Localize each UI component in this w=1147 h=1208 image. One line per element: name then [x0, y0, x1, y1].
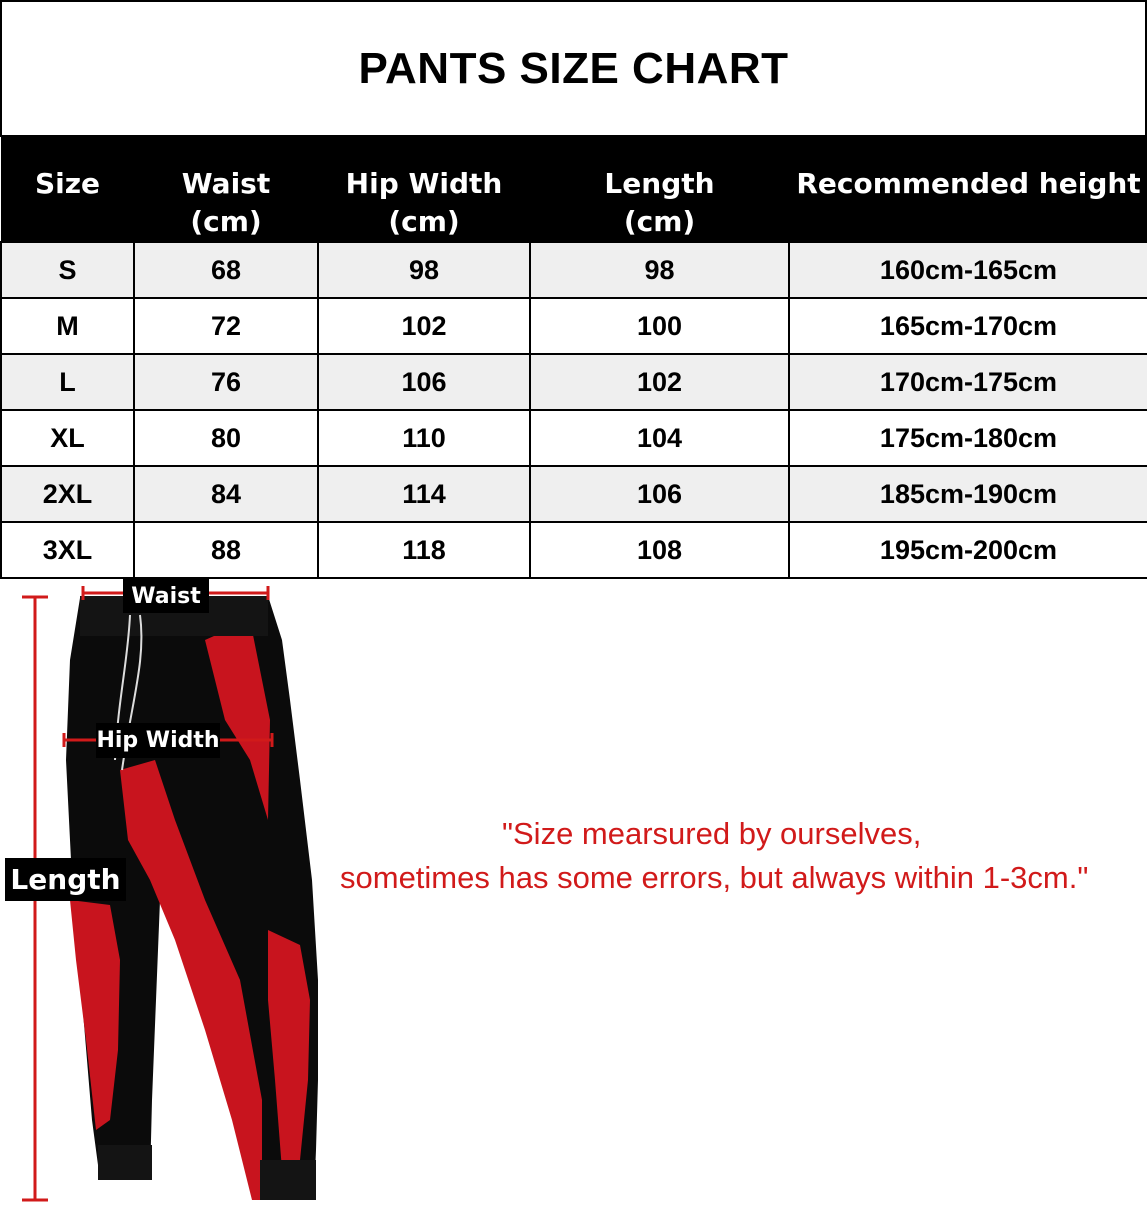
cell-recommended-height: 175cm-180cm: [789, 410, 1147, 466]
cell-size: 2XL: [1, 466, 134, 522]
title-banner: [0, 0, 1147, 137]
cell-waist: 68: [134, 242, 318, 298]
cell-hip-width: 98: [318, 242, 530, 298]
table-row: [1, 242, 1147, 298]
ankle-cuff-left: [98, 1145, 152, 1180]
pants-red-panel-side: [70, 900, 120, 1130]
cell-recommended-height: 170cm-175cm: [789, 354, 1147, 410]
measurement-note: [340, 812, 1100, 900]
table-row: [1, 298, 1147, 354]
cell-length: 102: [530, 354, 789, 410]
cell-waist: 88: [134, 522, 318, 578]
table-header: [1, 137, 1147, 242]
header-recommended-height: [789, 137, 1147, 242]
note-line-2: sometimes has some errors, but always within 1-3cm.": [340, 860, 1089, 895]
cell-length: 108: [530, 522, 789, 578]
table-row: [1, 522, 1147, 578]
cell-length: 98: [530, 242, 789, 298]
table-row: [1, 466, 1147, 522]
cell-waist: 80: [134, 410, 318, 466]
header-row: [1, 137, 1147, 242]
cell-waist: 72: [134, 298, 318, 354]
table-row: [1, 410, 1147, 466]
header-size: [1, 137, 134, 242]
cell-hip-width: 118: [318, 522, 530, 578]
header-length: [530, 137, 789, 242]
cell-size: M: [1, 298, 134, 354]
cell-recommended-height: 160cm-165cm: [789, 242, 1147, 298]
cell-hip-width: 110: [318, 410, 530, 466]
header-hip-width: [318, 137, 530, 242]
waist-label: Waist: [123, 579, 209, 613]
table-body: [1, 242, 1147, 578]
cell-size: S: [1, 242, 134, 298]
cell-recommended-height: 165cm-170cm: [789, 298, 1147, 354]
cell-hip-width: 114: [318, 466, 530, 522]
cell-length: 106: [530, 466, 789, 522]
cell-waist: 84: [134, 466, 318, 522]
header-waist-unit: (cm): [190, 205, 262, 238]
header-waist-label: Waist: [181, 167, 271, 200]
header-length-label: Length: [604, 167, 715, 200]
hip-width-label: Hip Width: [96, 723, 220, 758]
cell-size: L: [1, 354, 134, 410]
cell-size: XL: [1, 410, 134, 466]
header-waist: [134, 137, 318, 242]
cell-hip-width: 106: [318, 354, 530, 410]
header-hip-unit: (cm): [388, 205, 460, 238]
cell-size: 3XL: [1, 522, 134, 578]
note-line-1: "Size mearsured by ourselves,: [502, 816, 922, 851]
size-table: [0, 137, 1147, 579]
header-height-label: Recommended height: [796, 167, 1141, 200]
cell-length: 104: [530, 410, 789, 466]
cell-recommended-height: 195cm-200cm: [789, 522, 1147, 578]
table-row: [1, 354, 1147, 410]
page-title: PANTS SIZE CHART: [358, 43, 789, 93]
cell-recommended-height: 185cm-190cm: [789, 466, 1147, 522]
header-hip-label: Hip Width: [345, 167, 503, 200]
header-length-unit: (cm): [623, 205, 696, 238]
length-label: Length: [5, 858, 126, 901]
header-size-label: Size: [34, 167, 101, 200]
cell-length: 100: [530, 298, 789, 354]
cell-waist: 76: [134, 354, 318, 410]
cell-hip-width: 102: [318, 298, 530, 354]
ankle-cuff-right: [260, 1160, 316, 1200]
